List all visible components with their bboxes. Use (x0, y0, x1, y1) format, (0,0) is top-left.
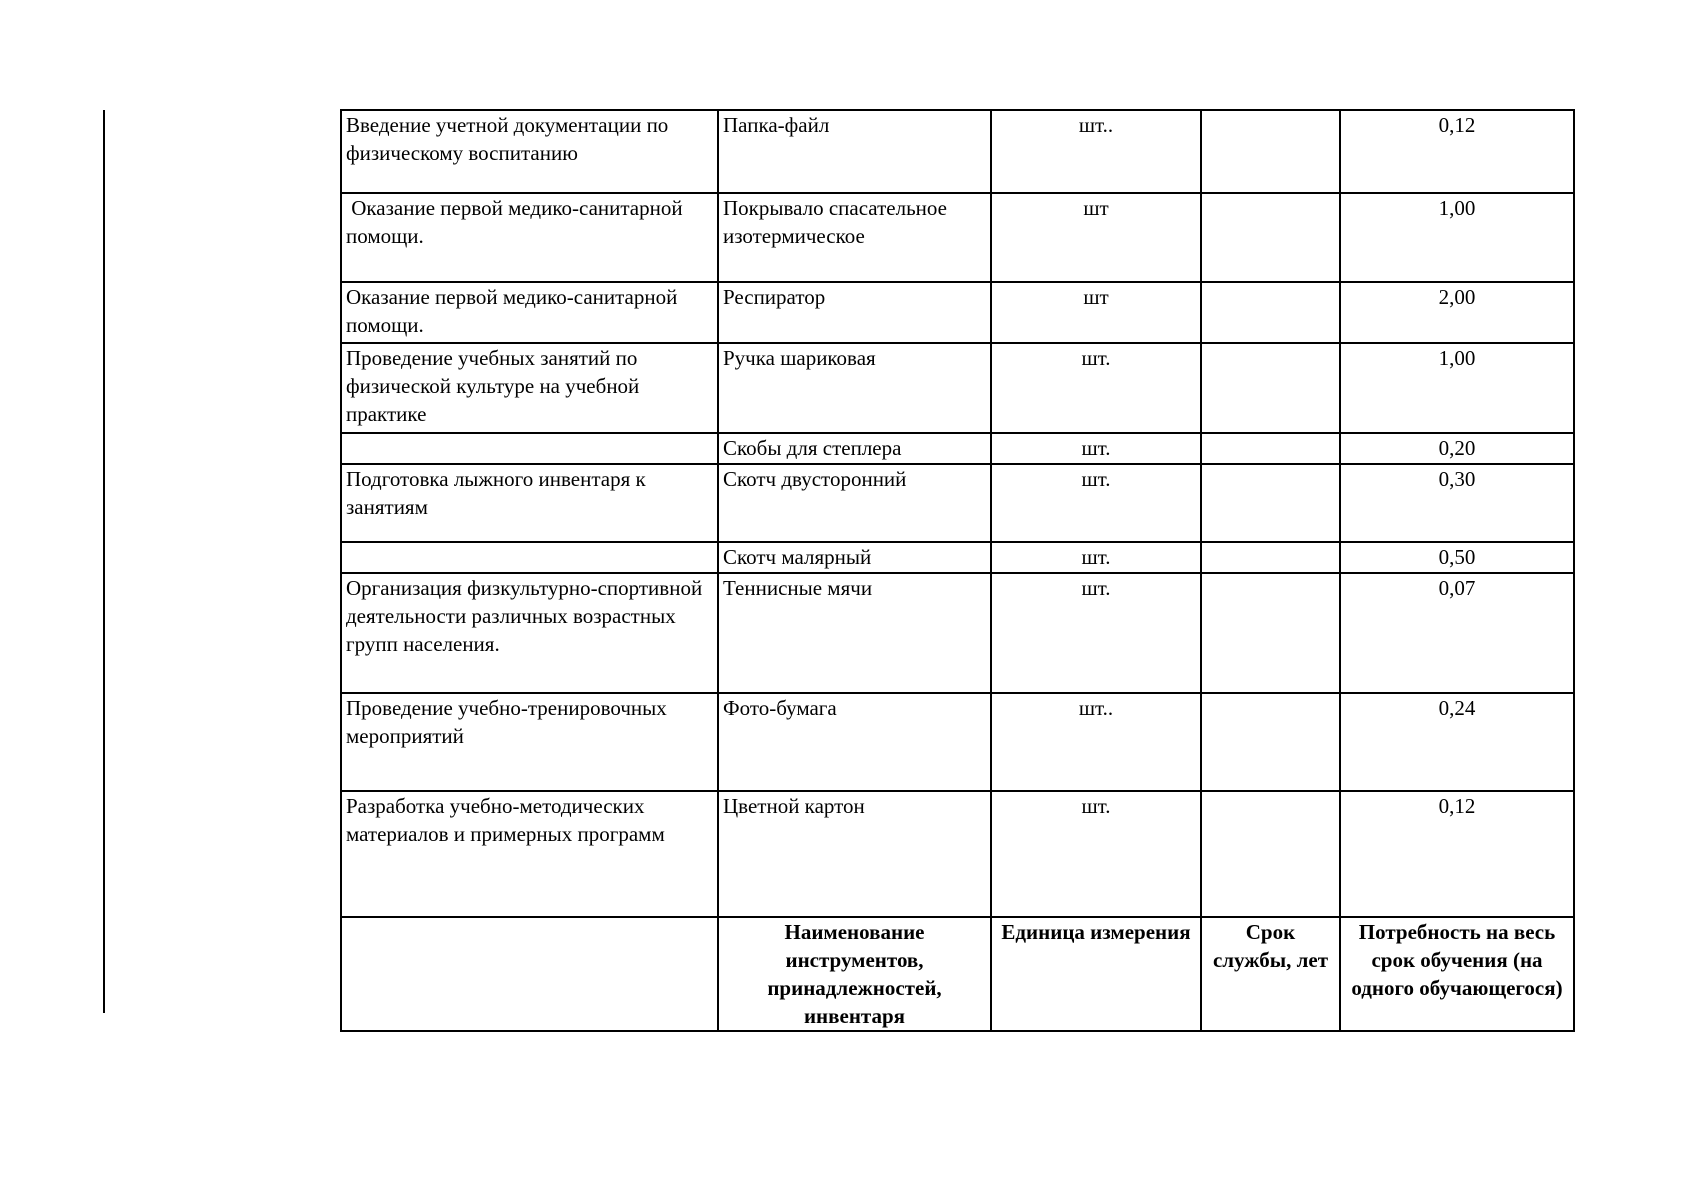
table-row (341, 693, 1574, 791)
activity-cell: Организация физкультурно-спортивной деятельности различных возрастных групп населения. (341, 573, 718, 693)
service-life-cell (1201, 110, 1340, 193)
item-cell: Фото-бумага (718, 693, 991, 791)
header-item-name: Наименование инструментов, принадлежностей, инвентаря (718, 917, 991, 1031)
header-unit: Единица измерения (991, 917, 1201, 1031)
service-life-cell (1201, 282, 1340, 343)
unit-cell: шт. (991, 343, 1201, 433)
item-cell: Покрывало спасательное изотермическое (718, 193, 991, 282)
header-service-life: Срок службы, лет (1201, 917, 1340, 1031)
activity-cell: Подготовка лыжного инвентаря к занятиям (341, 464, 718, 542)
page-margin-line (103, 110, 105, 1013)
service-life-cell (1201, 791, 1340, 917)
activity-cell: Оказание первой медико-санитарной помощи. (341, 193, 718, 282)
service-life-cell (1201, 193, 1340, 282)
unit-cell: шт (991, 193, 1201, 282)
equipment-table (340, 109, 1575, 1032)
need-cell: 0,12 (1340, 791, 1574, 917)
item-cell: Скотч двусторонний (718, 464, 991, 542)
service-life-cell (1201, 433, 1340, 464)
item-cell: Цветной картон (718, 791, 991, 917)
need-cell: 0,07 (1340, 573, 1574, 693)
activity-cell: Проведение учебно-тренировочных мероприятий (341, 693, 718, 791)
unit-cell: шт.. (991, 110, 1201, 193)
table-row (341, 282, 1574, 343)
table-row (341, 343, 1574, 433)
header-need: Потребность на весь срок обучения (на одного обучающегося) (1340, 917, 1574, 1031)
table-row (341, 433, 1574, 464)
unit-cell: шт. (991, 791, 1201, 917)
table-row (341, 573, 1574, 693)
unit-cell: шт. (991, 464, 1201, 542)
need-cell: 0,20 (1340, 433, 1574, 464)
activity-cell (341, 542, 718, 573)
unit-cell: шт (991, 282, 1201, 343)
need-cell: 0,12 (1340, 110, 1574, 193)
table-row (341, 110, 1574, 193)
service-life-cell (1201, 542, 1340, 573)
unit-cell: шт. (991, 433, 1201, 464)
need-cell: 0,50 (1340, 542, 1574, 573)
table-row (341, 542, 1574, 573)
table-row (341, 791, 1574, 917)
need-cell: 1,00 (1340, 193, 1574, 282)
item-cell: Ручка шариковая (718, 343, 991, 433)
item-cell: Теннисные мячи (718, 573, 991, 693)
item-cell: Скобы для степлера (718, 433, 991, 464)
activity-cell: Оказание первой медико-санитарной помощи. (341, 282, 718, 343)
activity-cell: Проведение учебных занятий по физической культуре на учебной практике (341, 343, 718, 433)
service-life-cell (1201, 573, 1340, 693)
activity-cell: Введение учетной документации по физическому воспитанию (341, 110, 718, 193)
need-cell: 2,00 (1340, 282, 1574, 343)
unit-cell: шт. (991, 542, 1201, 573)
service-life-cell (1201, 693, 1340, 791)
need-cell: 0,24 (1340, 693, 1574, 791)
table-row (341, 193, 1574, 282)
unit-cell: шт.. (991, 693, 1201, 791)
need-cell: 0,30 (1340, 464, 1574, 542)
header-activity-cell (341, 917, 718, 1031)
header-row (341, 917, 1574, 1031)
service-life-cell (1201, 343, 1340, 433)
activity-cell (341, 433, 718, 464)
unit-cell: шт. (991, 573, 1201, 693)
service-life-cell (1201, 464, 1340, 542)
item-cell: Респиратор (718, 282, 991, 343)
item-cell: Скотч малярный (718, 542, 991, 573)
item-cell: Папка-файл (718, 110, 991, 193)
table-row (341, 464, 1574, 542)
need-cell: 1,00 (1340, 343, 1574, 433)
activity-cell: Разработка учебно-методических материалов и примерных программ (341, 791, 718, 917)
